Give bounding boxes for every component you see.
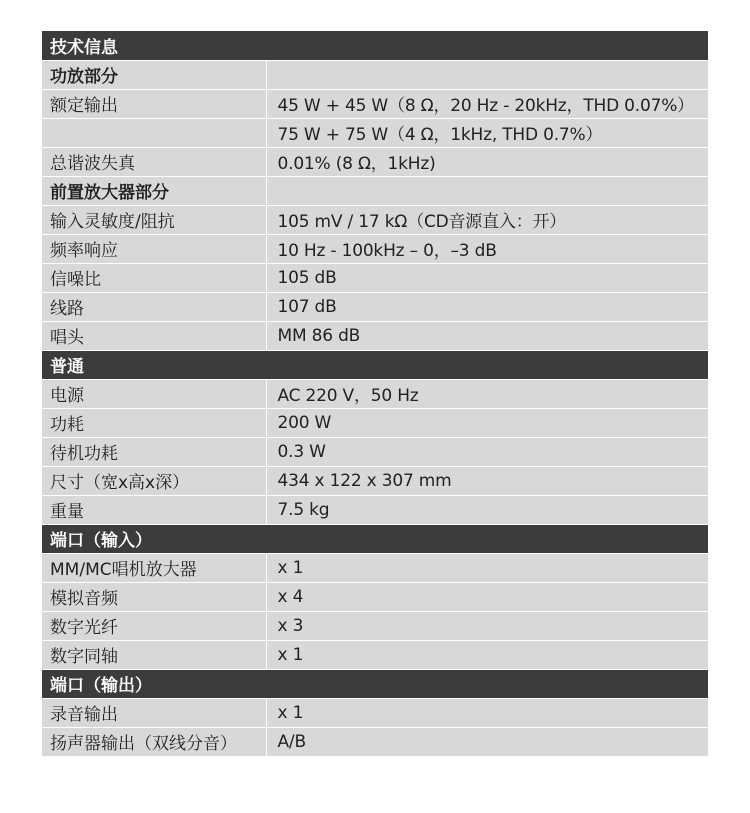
spec-value: AC 220 V，50 Hz (266, 379, 708, 408)
spec-label: 输入灵敏度/阻抗 (42, 205, 266, 234)
spec-row (42, 408, 708, 437)
spec-row (42, 292, 708, 321)
spec-value: 45 W + 45 W（8 Ω，20 Hz - 20kHz，THD 0.07%） (266, 89, 708, 118)
subsection-row (42, 60, 708, 89)
subsection-label: 功放部分 (42, 60, 266, 89)
spec-label: 信噪比 (42, 263, 266, 292)
spec-row (42, 234, 708, 263)
spec-value: x 1 (266, 698, 708, 727)
spec-row (42, 495, 708, 524)
spec-row (42, 379, 708, 408)
spec-table (42, 31, 708, 757)
spec-row (42, 263, 708, 292)
spec-row (42, 437, 708, 466)
section-header-row (42, 31, 708, 60)
spec-value: 434 x 122 x 307 mm (266, 466, 708, 495)
spec-value: 105 dB (266, 263, 708, 292)
subsection-label: 前置放大器部分 (42, 176, 266, 205)
spec-label: 模拟音频 (42, 582, 266, 611)
spec-label: 重量 (42, 495, 266, 524)
spec-label: 扬声器输出（双线分音） (42, 727, 266, 756)
spec-value: 107 dB (266, 292, 708, 321)
spec-value: MM 86 dB (266, 321, 708, 350)
spec-value: 105 mV / 17 kΩ（CD音源直入：开） (266, 205, 708, 234)
spec-label: 频率响应 (42, 234, 266, 263)
subsection-row (42, 176, 708, 205)
spec-value: x 1 (266, 553, 708, 582)
spec-label (42, 118, 266, 147)
spec-label: 数字光纤 (42, 611, 266, 640)
spec-row (42, 466, 708, 495)
section-header-title: 端口（输入） (42, 524, 708, 553)
spec-label: 额定输出 (42, 89, 266, 118)
spec-table-body (42, 31, 708, 756)
spec-value (266, 176, 708, 205)
spec-label: MM/MC唱机放大器 (42, 553, 266, 582)
section-header-row (42, 350, 708, 379)
spec-row (42, 611, 708, 640)
section-header-title: 技术信息 (42, 31, 708, 60)
spec-label: 录音输出 (42, 698, 266, 727)
spec-value: x 1 (266, 640, 708, 669)
spec-row (42, 321, 708, 350)
spec-value: A/B (266, 727, 708, 756)
spec-value: x 4 (266, 582, 708, 611)
section-header-row (42, 669, 708, 698)
section-header-title: 普通 (42, 350, 708, 379)
spec-row (42, 205, 708, 234)
spec-row (42, 727, 708, 756)
spec-row (42, 147, 708, 176)
spec-row (42, 118, 708, 147)
spec-row (42, 698, 708, 727)
spec-value: x 3 (266, 611, 708, 640)
spec-label: 功耗 (42, 408, 266, 437)
section-header-title: 端口（输出） (42, 669, 708, 698)
spec-value: 10 Hz - 100kHz – 0，–3 dB (266, 234, 708, 263)
spec-row (42, 89, 708, 118)
spec-value: 0.3 W (266, 437, 708, 466)
spec-label: 待机功耗 (42, 437, 266, 466)
spec-value: 200 W (266, 408, 708, 437)
section-header-row (42, 524, 708, 553)
spec-value (266, 60, 708, 89)
spec-label: 唱头 (42, 321, 266, 350)
spec-row (42, 640, 708, 669)
spec-value: 75 W + 75 W（4 Ω，1kHz, THD 0.7%） (266, 118, 708, 147)
spec-label: 尺寸（宽x高x深） (42, 466, 266, 495)
spec-value: 7.5 kg (266, 495, 708, 524)
spec-row (42, 553, 708, 582)
spec-row (42, 582, 708, 611)
spec-value: 0.01% (8 Ω，1kHz) (266, 147, 708, 176)
spec-label: 电源 (42, 379, 266, 408)
spec-label: 数字同轴 (42, 640, 266, 669)
spec-label: 总谐波失真 (42, 147, 266, 176)
spec-label: 线路 (42, 292, 266, 321)
